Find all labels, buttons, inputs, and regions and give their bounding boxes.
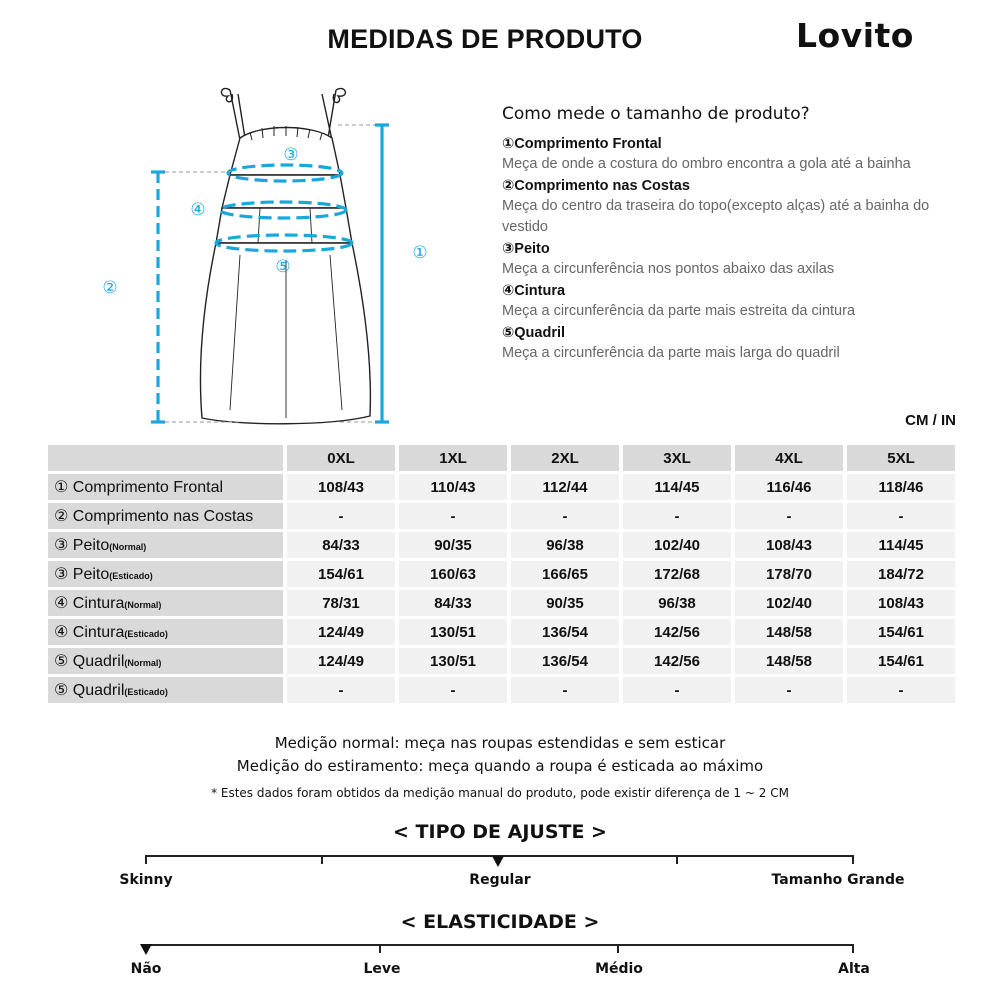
table-cell: 154/61 bbox=[287, 561, 395, 587]
table-cell: - bbox=[735, 677, 843, 703]
instruction-desc: Meça do centro da traseira do topo(excepto alças) até a bainha do vestido bbox=[502, 198, 930, 235]
table-cell: - bbox=[399, 503, 507, 529]
elasticity-scale-tick bbox=[852, 944, 854, 953]
table-cell: 124/49 bbox=[287, 648, 395, 674]
row-label bbox=[48, 619, 283, 645]
elasticity-title: < ELASTICIDADE > bbox=[400, 911, 600, 933]
table-header-row bbox=[48, 445, 955, 471]
table-cell: 142/56 bbox=[623, 648, 731, 674]
table-row bbox=[48, 677, 955, 703]
fit-type-title: < TIPO DE AJUSTE > bbox=[393, 821, 607, 843]
measurement-instructions bbox=[502, 104, 942, 365]
table-cell: 136/54 bbox=[511, 619, 619, 645]
table-cell: - bbox=[511, 677, 619, 703]
note-stretch-measurement: Medição do estiramento: meça quando a roupa é esticada ao máximo bbox=[236, 757, 764, 775]
instruction-title: ①Comprimento Frontal bbox=[502, 136, 662, 152]
instruction-chest bbox=[502, 239, 942, 280]
table-cell: 78/31 bbox=[287, 590, 395, 616]
table-cell: - bbox=[287, 677, 395, 703]
instruction-desc: Meça a circunferência da parte mais estreita da cintura bbox=[502, 303, 856, 319]
table-cell: 108/43 bbox=[847, 590, 955, 616]
row-label-qualifier: (Normal) bbox=[109, 542, 147, 552]
row-label-text: ④ Cintura bbox=[54, 595, 125, 612]
table-cell: - bbox=[399, 677, 507, 703]
table-cell: 114/45 bbox=[847, 532, 955, 558]
table-cell: 96/38 bbox=[511, 532, 619, 558]
fit-label-large: Tamanho Grande bbox=[771, 872, 905, 888]
table-cell: 130/51 bbox=[399, 648, 507, 674]
marker-back-length: ② bbox=[102, 278, 118, 298]
row-label-text: ④ Cintura bbox=[54, 624, 125, 641]
row-label bbox=[48, 503, 283, 529]
table-cell: 166/65 bbox=[511, 561, 619, 587]
instruction-waist bbox=[502, 281, 942, 322]
elasticity-label-light: Leve bbox=[363, 961, 401, 977]
elasticity-scale-tick bbox=[379, 944, 381, 953]
table-cell: 148/58 bbox=[735, 648, 843, 674]
table-cell: - bbox=[623, 503, 731, 529]
row-label bbox=[48, 590, 283, 616]
table-row bbox=[48, 648, 955, 674]
size-header: 4XL bbox=[735, 445, 843, 471]
table-cell: 108/43 bbox=[287, 474, 395, 500]
table-row bbox=[48, 590, 955, 616]
dress-measurement-diagram bbox=[90, 80, 450, 430]
table-cell: 142/56 bbox=[623, 619, 731, 645]
fit-label-skinny: Skinny bbox=[119, 872, 173, 888]
row-label-qualifier: (Esticado) bbox=[124, 687, 168, 697]
table-cell: 110/43 bbox=[399, 474, 507, 500]
table-row bbox=[48, 532, 955, 558]
table-row bbox=[48, 503, 955, 529]
page-title: MEDIDAS DE PRODUTO bbox=[327, 24, 643, 54]
row-label-qualifier: (Normal) bbox=[124, 658, 162, 668]
fit-scale-tick bbox=[145, 855, 147, 864]
table-cell: 90/35 bbox=[399, 532, 507, 558]
table-cell: 154/61 bbox=[847, 619, 955, 645]
size-chart-table bbox=[44, 442, 959, 706]
instruction-hip bbox=[502, 323, 942, 364]
units-label: CM / IN bbox=[905, 412, 956, 429]
row-label-text: ⑤ Quadril bbox=[54, 653, 125, 670]
table-cell: 130/51 bbox=[399, 619, 507, 645]
table-cell: 184/72 bbox=[847, 561, 955, 587]
instruction-desc: Meça a circunferência nos pontos abaixo das axilas bbox=[502, 261, 835, 277]
size-header: 3XL bbox=[623, 445, 731, 471]
row-label-text: ③ Peito bbox=[54, 537, 110, 554]
row-label bbox=[48, 561, 283, 587]
elasticity-scale-line bbox=[146, 944, 854, 946]
instruction-title: ④Cintura bbox=[502, 283, 566, 299]
table-body bbox=[48, 474, 955, 703]
marker-hip: ⑤ bbox=[275, 257, 291, 277]
instructions-heading: Como mede o tamanho de produto? bbox=[502, 104, 810, 124]
table-cell: - bbox=[287, 503, 395, 529]
fit-scale-tick bbox=[676, 855, 678, 864]
row-label bbox=[48, 532, 283, 558]
table-cell: 124/49 bbox=[287, 619, 395, 645]
marker-waist: ④ bbox=[190, 200, 206, 220]
elasticity-label-high: Alta bbox=[838, 961, 870, 977]
instruction-title: ③Peito bbox=[502, 241, 550, 257]
row-label-qualifier: (Normal) bbox=[124, 600, 162, 610]
instruction-front-length bbox=[502, 134, 942, 175]
row-label-text: ③ Peito bbox=[54, 566, 110, 583]
table-row bbox=[48, 619, 955, 645]
table-cell: 84/33 bbox=[287, 532, 395, 558]
table-cell: - bbox=[511, 503, 619, 529]
table-cell: 148/58 bbox=[735, 619, 843, 645]
table-cell: - bbox=[847, 503, 955, 529]
table-cell: 96/38 bbox=[623, 590, 731, 616]
table-row bbox=[48, 474, 955, 500]
table-cell: 116/46 bbox=[735, 474, 843, 500]
table-cell: - bbox=[623, 677, 731, 703]
size-header: 0XL bbox=[287, 445, 395, 471]
table-cell: 90/35 bbox=[511, 590, 619, 616]
elasticity-label-none: Não bbox=[130, 961, 162, 977]
instruction-back-length bbox=[502, 176, 942, 238]
size-header: 1XL bbox=[399, 445, 507, 471]
note-normal-measurement: Medição normal: meça nas roupas estendidas e sem esticar bbox=[274, 734, 726, 752]
instruction-title: ②Comprimento nas Costas bbox=[502, 178, 690, 194]
row-label bbox=[48, 474, 283, 500]
row-label bbox=[48, 677, 283, 703]
marker-chest: ③ bbox=[283, 145, 299, 165]
row-label-qualifier: (Esticado) bbox=[109, 571, 153, 581]
elasticity-selected-marker bbox=[140, 944, 152, 955]
table-cell: 114/45 bbox=[623, 474, 731, 500]
size-header: 2XL bbox=[511, 445, 619, 471]
fit-label-regular: Regular bbox=[469, 872, 531, 888]
table-cell: 102/40 bbox=[735, 590, 843, 616]
row-label-text: ⑤ Quadril bbox=[54, 682, 125, 699]
note-disclaimer: * Estes dados foram obtidos da medição manual do produto, pode existir diferença de 1 ~ 2 CM bbox=[211, 786, 789, 800]
table-cell: 108/43 bbox=[735, 532, 843, 558]
instruction-title: ⑤Quadril bbox=[502, 325, 566, 341]
table-cell: - bbox=[847, 677, 955, 703]
fit-selected-marker bbox=[492, 856, 504, 867]
table-cell: 84/33 bbox=[399, 590, 507, 616]
elasticity-label-medium: Médio bbox=[595, 961, 643, 977]
table-cell: 154/61 bbox=[847, 648, 955, 674]
instruction-desc: Meça de onde a costura do ombro encontra a gola até a bainha bbox=[502, 156, 911, 172]
fit-scale-tick bbox=[852, 855, 854, 864]
row-label-qualifier: (Esticado) bbox=[124, 629, 168, 639]
table-cell: 118/46 bbox=[847, 474, 955, 500]
instruction-desc: Meça a circunferência da parte mais larga do quadril bbox=[502, 345, 840, 361]
row-label bbox=[48, 648, 283, 674]
table-cell: 102/40 bbox=[623, 532, 731, 558]
table-cell: - bbox=[735, 503, 843, 529]
table-cell: 178/70 bbox=[735, 561, 843, 587]
size-header: 5XL bbox=[847, 445, 955, 471]
fit-scale-tick bbox=[321, 855, 323, 864]
table-corner-cell bbox=[48, 445, 283, 471]
row-label-text: ① Comprimento Frontal bbox=[54, 479, 224, 496]
table-cell: 160/63 bbox=[399, 561, 507, 587]
table-cell: 136/54 bbox=[511, 648, 619, 674]
table-cell: 172/68 bbox=[623, 561, 731, 587]
table-row bbox=[48, 561, 955, 587]
marker-front-length: ① bbox=[412, 243, 428, 263]
elasticity-scale-tick bbox=[617, 944, 619, 953]
table-cell: 112/44 bbox=[511, 474, 619, 500]
row-label-text: ② Comprimento nas Costas bbox=[54, 508, 254, 525]
brand-logo: Lovito bbox=[796, 16, 914, 55]
